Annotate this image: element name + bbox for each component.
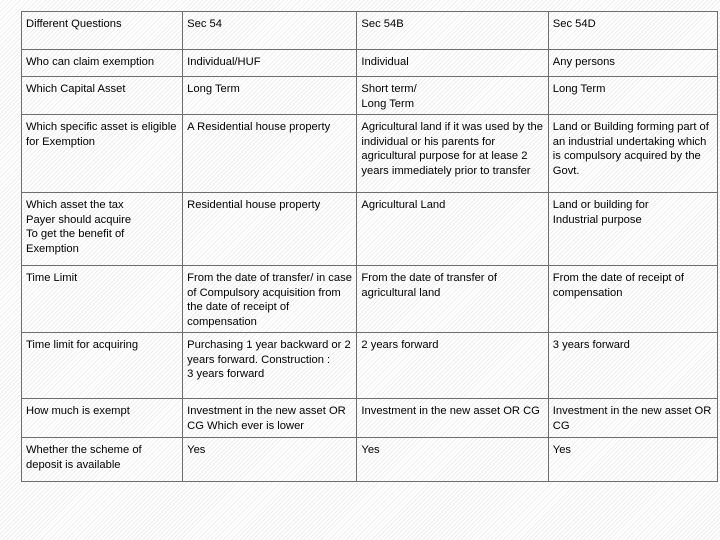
table-cell: Purchasing 1 year backward or 2 years forward. Construction : 3 years forward — [183, 333, 357, 399]
table-row — [22, 438, 718, 482]
table-header-row — [22, 12, 718, 50]
table-cell: Land or Building forming part of an industrial undertaking which is compulsory acquired by the Govt. — [548, 115, 717, 193]
table-cell: Any persons — [548, 50, 717, 77]
header-cell: Sec 54 — [183, 12, 357, 50]
table-cell: Time Limit — [22, 266, 183, 333]
table-cell: 2 years forward — [357, 333, 548, 399]
header-cell: Sec 54B — [357, 12, 548, 50]
table-row — [22, 333, 718, 399]
table-cell: Who can claim exemption — [22, 50, 183, 77]
table-cell: Agricultural Land — [357, 193, 548, 266]
table-cell: Individual/HUF — [183, 50, 357, 77]
table-cell: Which Capital Asset — [22, 77, 183, 115]
table-cell: From the date of receipt of compensation — [548, 266, 717, 333]
table-cell: Individual — [357, 50, 548, 77]
table-cell: Which specific asset is eligible for Exemption — [22, 115, 183, 193]
table-cell: Time limit for acquiring — [22, 333, 183, 399]
table-cell: Short term/ Long Term — [357, 77, 548, 115]
comparison-table — [21, 11, 718, 482]
table-cell: Whether the scheme of deposit is available — [22, 438, 183, 482]
table-cell: From the date of transfer of agricultural land — [357, 266, 548, 333]
table-cell: Yes — [357, 438, 548, 482]
table-row — [22, 50, 718, 77]
header-cell: Different Questions — [22, 12, 183, 50]
table-cell: Which asset the tax Payer should acquire To get the benefit of Exemption — [22, 193, 183, 266]
table-cell: 3 years forward — [548, 333, 717, 399]
table-row — [22, 266, 718, 333]
table-cell: How much is exempt — [22, 399, 183, 438]
table-cell: Yes — [548, 438, 717, 482]
table-cell: Yes — [183, 438, 357, 482]
table-cell: Long Term — [548, 77, 717, 115]
table-cell: Long Term — [183, 77, 357, 115]
table-cell: From the date of transfer/ in case of Compulsory acquisition from the date of receipt of compensation — [183, 266, 357, 333]
table-row — [22, 193, 718, 266]
table-cell: Residential house property — [183, 193, 357, 266]
header-cell: Sec 54D — [548, 12, 717, 50]
table-row — [22, 77, 718, 115]
table-row — [22, 399, 718, 438]
table-cell: Investment in the new asset OR CG — [357, 399, 548, 438]
table-cell: Investment in the new asset OR CG Which ever is lower — [183, 399, 357, 438]
table-cell: Agricultural land if it was used by the individual or his parents for agricultural purpose for at lease 2 years immediately prior to transfer — [357, 115, 548, 193]
table-cell: Investment in the new asset OR CG — [548, 399, 717, 438]
table-cell: Land or building for Industrial purpose — [548, 193, 717, 266]
table-cell: A Residential house property — [183, 115, 357, 193]
table-row — [22, 115, 718, 193]
